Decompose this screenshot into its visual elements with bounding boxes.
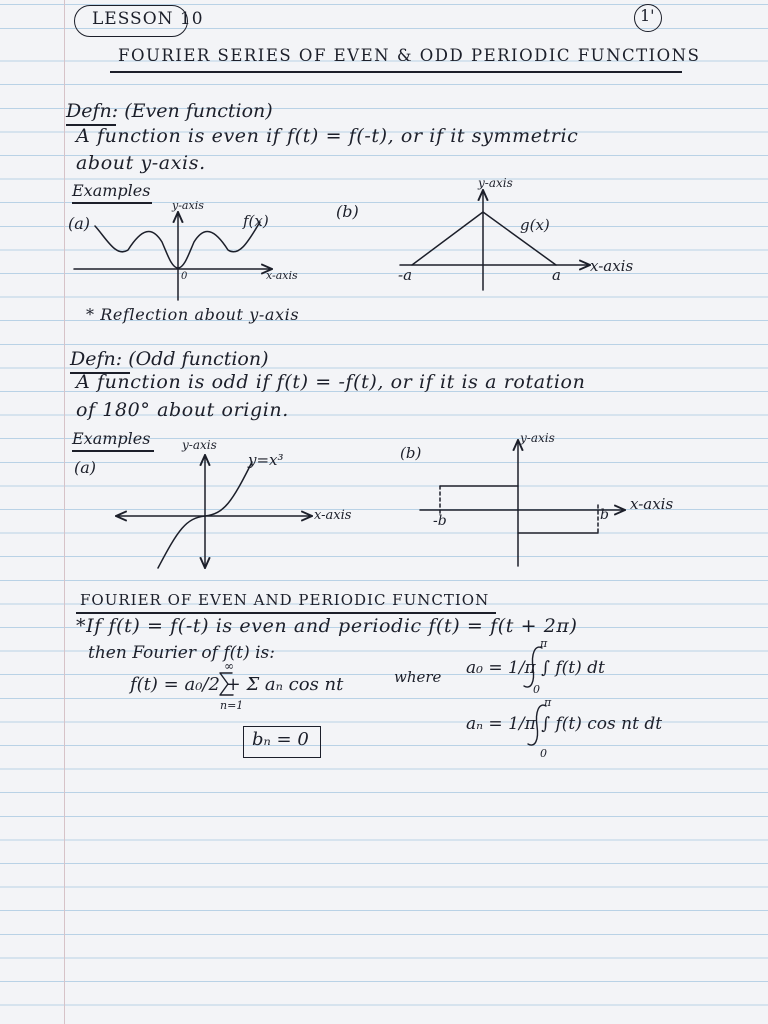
odd-definition-line-2: of 180° about origin. [76, 399, 289, 421]
lesson-label: LESSON 10 [92, 9, 204, 29]
odd-b-y-axis-label: y-axis [520, 431, 555, 445]
odd-b-left-tick: -b [433, 513, 447, 529]
page-number: 1' [640, 6, 655, 25]
odd-a-curve-label: y=x³ [248, 451, 284, 469]
even-a-x-axis-label: x-axis [266, 269, 298, 282]
bn-zero-formula: bₙ = 0 [252, 729, 309, 750]
odd-examples-label: Examples [72, 429, 151, 448]
odd-example-b-label: (b) [400, 444, 422, 462]
even-b-x-axis-label: x-axis [590, 257, 634, 275]
a0-integral-sign [524, 647, 542, 687]
odd-definition-heading: Defn: (Odd function) [70, 348, 269, 370]
even-b-left-tick: -a [398, 266, 413, 284]
even-b-y-axis-label: y-axis [478, 176, 513, 190]
an-integral-upper: π [544, 696, 552, 709]
even-definition-line-1: A function is even if f(t) = f(-t), or if it symmetric [76, 125, 579, 147]
even-a-origin-label: 0 [181, 271, 188, 282]
even-examples-label: Examples [72, 181, 151, 200]
reflection-note: * Reflection about y-axis [86, 305, 300, 324]
fourier-intro-line: then Fourier of f(t) is: [88, 643, 276, 663]
fourier-series-formula: f(t) = a₀/2 + Σ aₙ cos nt [130, 674, 344, 695]
fourier-condition-line: *If f(t) = f(-t) is even and periodic f(t) = f(t + 2π) [76, 615, 578, 637]
page-title: FOURIER SERIES OF EVEN & ODD PERIODIC FUNCTIONS [118, 46, 701, 65]
fourier-heading: FOURIER OF EVEN AND PERIODIC FUNCTION [80, 591, 490, 609]
an-integral-lower: 0 [540, 747, 547, 760]
even-definition-heading: Defn: (Even function) [66, 100, 273, 122]
odd-b-x-axis-label: x-axis [630, 495, 674, 513]
sum-sign [220, 673, 233, 695]
a0-coefficient-formula: a₀ = 1/π ∫ f(t) dt [466, 658, 605, 678]
even-example-b-label: (b) [336, 202, 359, 221]
odd-example-a-label: (a) [74, 458, 97, 477]
even-a-y-axis-label: y-axis [172, 199, 204, 212]
odd-a-x-axis-label: x-axis [314, 508, 352, 523]
even-definition-line-2: about y-axis. [76, 152, 206, 174]
where-label: where [394, 668, 442, 686]
odd-a-y-axis-label: y-axis [182, 438, 217, 452]
even-b-curve-label: g(x) [520, 216, 550, 234]
a0-integral-lower: 0 [533, 683, 540, 696]
an-coefficient-formula: aₙ = 1/π ∫ f(t) cos nt dt [466, 714, 663, 734]
sum-lower-limit: n=1 [220, 699, 244, 712]
even-b-right-tick: a [552, 266, 561, 284]
an-integral-sign [528, 705, 546, 745]
even-a-curve-label: f(x) [243, 212, 269, 230]
odd-definition-line-1: A function is odd if f(t) = -f(t), or if it is a rotation [76, 371, 586, 393]
even-b-triangle [412, 212, 556, 265]
even-example-a-label: (a) [68, 214, 91, 233]
a0-integral-upper: π [540, 637, 548, 650]
sum-upper-limit: ∞ [224, 659, 234, 673]
odd-b-right-tick: b [600, 507, 609, 523]
